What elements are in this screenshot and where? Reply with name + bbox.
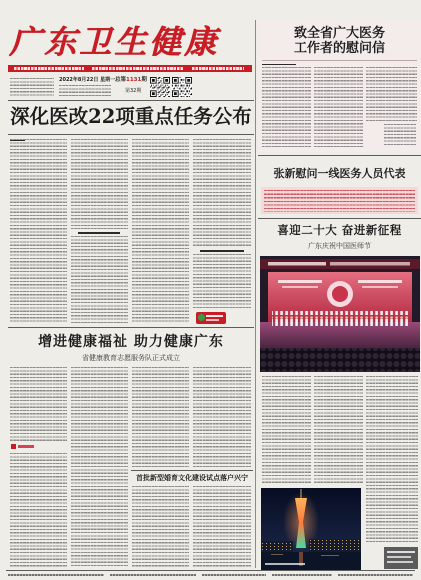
body-text-column (314, 376, 363, 484)
strip-text (192, 67, 244, 70)
divider (262, 60, 417, 61)
strip-text (14, 67, 84, 70)
column-divider (255, 20, 256, 568)
volunteer-headline: 增进健康福祉 助力健康广东 (38, 334, 224, 350)
column-label (18, 445, 34, 448)
caption-text (387, 556, 411, 558)
body-text-column (71, 367, 128, 568)
photo-caption-text (265, 563, 305, 565)
column-label-marker (11, 444, 16, 449)
letter-title-line2: 工作者的慰问信 (293, 41, 385, 56)
footer-divider (6, 570, 415, 571)
marriage-headline: 首批新型婚育文化建设试点落户兴宁 (136, 473, 248, 482)
canton-tower-night-photo (261, 488, 361, 570)
visit-summary-text (264, 190, 415, 212)
subheading (78, 232, 120, 234)
qr-code-icon (150, 77, 170, 97)
letter-title-line1: 致全省广大医务 (293, 26, 385, 41)
letter-signature (384, 124, 416, 145)
audience (260, 348, 420, 372)
body-text-column (10, 367, 67, 442)
divider (258, 218, 421, 219)
doctors-day-subtitle: 广东庆祝中国医师节 (308, 242, 371, 250)
doctors-day-event-photo (260, 256, 420, 372)
publication-info-text (10, 78, 54, 97)
divider (8, 100, 254, 101)
body-text-column (262, 376, 311, 484)
photo-caption-box (384, 547, 418, 569)
body-text-column (193, 486, 251, 568)
volunteer-subtitle: 省健康教育志愿服务队正式成立 (82, 354, 180, 362)
caption-text (387, 561, 413, 563)
qr-code-icon (172, 77, 192, 97)
serial-suffix: 期 (141, 77, 147, 83)
body-text-column (132, 486, 189, 568)
serial-number: 1131 (126, 77, 142, 83)
subheading (200, 250, 244, 252)
serial-prefix: 总第 (115, 77, 127, 83)
stage-performers (272, 311, 408, 326)
issue-volume: 第32期 (125, 88, 142, 94)
visit-headline: 张新慰问一线医务人员代表 (273, 167, 406, 180)
body-text-column (193, 139, 251, 247)
body-text-column (132, 367, 189, 467)
issue-info-text (59, 85, 111, 97)
body-text-column (10, 139, 67, 323)
river (261, 552, 361, 570)
letter-body-column (262, 67, 311, 147)
body-text-column (10, 453, 67, 568)
letter-body-column (366, 67, 417, 121)
masthead-title: 广东卫生健康 (9, 23, 220, 61)
body-text-column (366, 376, 418, 543)
lead-headline: 深化医改22项重点任务公布 (10, 105, 252, 128)
section-badge-icon (196, 312, 226, 324)
divider (258, 155, 421, 156)
letter-body-column (314, 67, 363, 147)
divider (131, 470, 253, 471)
caption-text (387, 551, 415, 553)
masthead-info-strip (8, 65, 252, 72)
footer-text (202, 574, 266, 576)
footer-text (8, 574, 104, 576)
doctors-day-headline: 喜迎二十大 奋进新征程 (277, 223, 402, 237)
body-text-column (71, 139, 128, 229)
stage-banner (260, 259, 420, 269)
body-text-column (71, 236, 128, 323)
divider (8, 134, 254, 135)
issue-serial (115, 77, 147, 83)
strip-text (92, 67, 184, 70)
footer-text (110, 574, 196, 576)
body-text-column (132, 139, 189, 323)
issue-date: 2022年8月22日 星期一 (59, 77, 116, 83)
letter-salutation (262, 64, 296, 66)
body-text-column (193, 254, 251, 309)
footer-text (338, 574, 413, 576)
body-text-column (193, 367, 251, 467)
footer-text (272, 574, 332, 576)
divider (8, 327, 254, 328)
